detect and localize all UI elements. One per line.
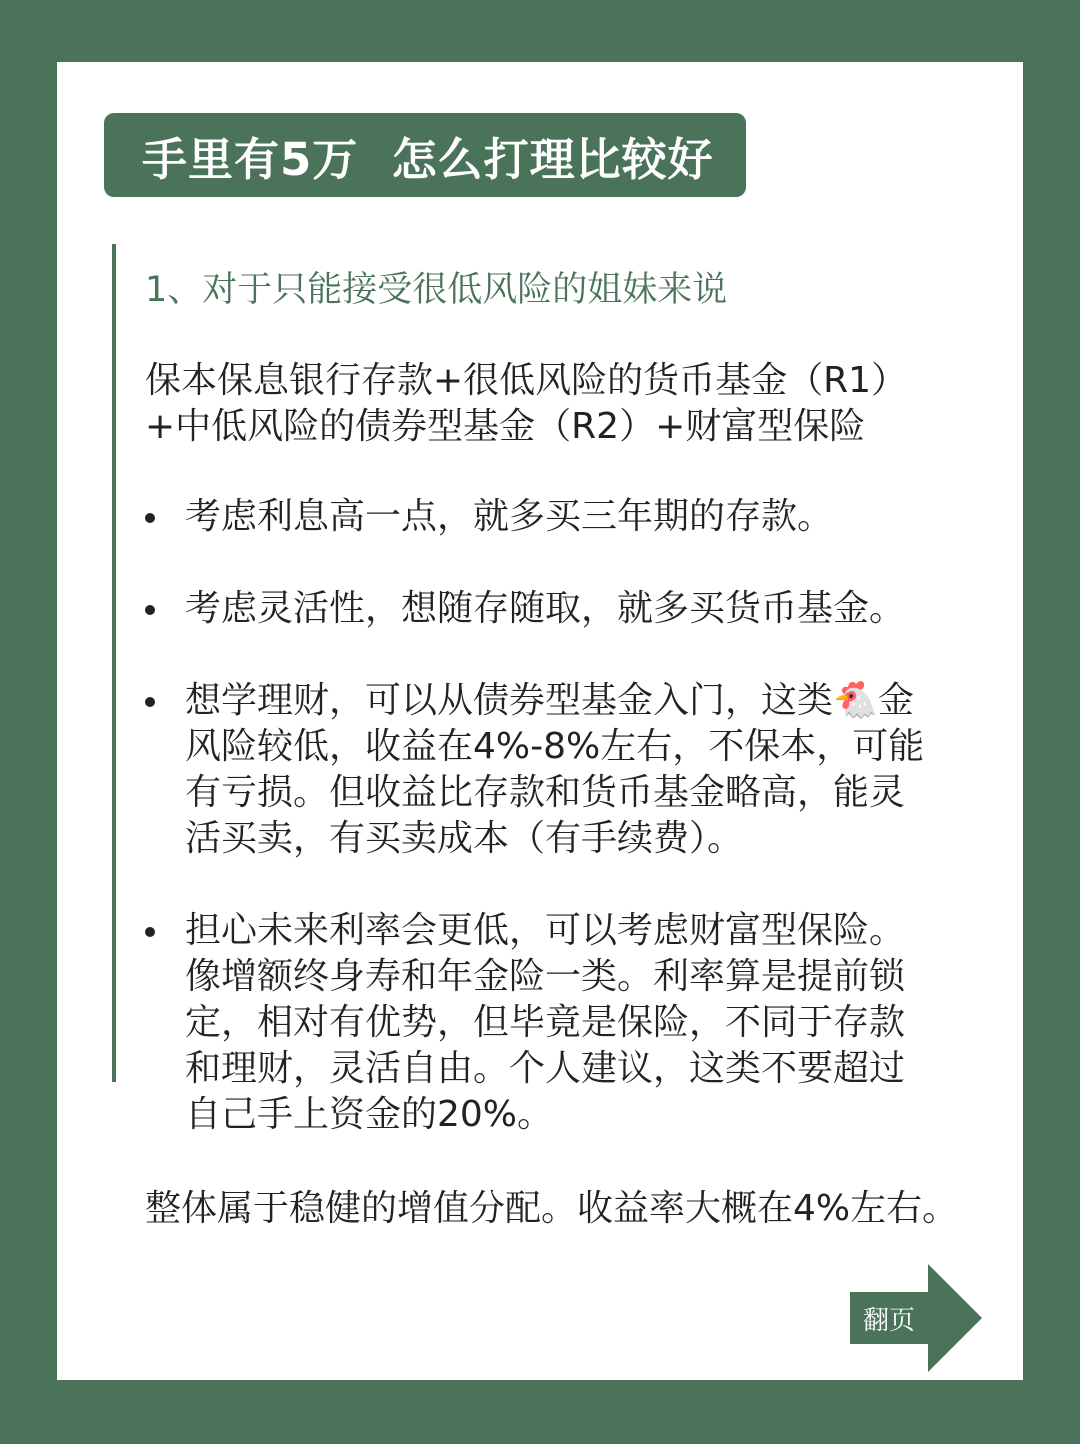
summary-text: 整体属于稳健的增值分配。收益率大概在4%左右。 — [145, 1188, 959, 1229]
bullet-dot-icon — [145, 513, 155, 523]
bullet-line: 自己手上资金的20%。 — [185, 1094, 554, 1135]
title-banner — [104, 113, 746, 197]
intro-line: 保本保息银行存款+很低风险的货币基金（R1） — [145, 360, 908, 401]
bullet-line: 风险较低，收益在4%-8%左右，不保本，可能 — [185, 726, 925, 767]
bullet-line: 定，相对有优势，但毕竟是保险，不同于存款 — [185, 1002, 906, 1043]
section-heading: 1、对于只能接受很低风险的姐妹来说 — [145, 270, 728, 310]
bullet-dot-icon — [145, 605, 155, 615]
bullet-line: 像增额终身寿和年金险一类。利率算是提前锁 — [185, 956, 906, 997]
bullet-line: 和理财，灵活自由。个人建议，这类不要超过 — [185, 1048, 906, 1089]
bullet-line: 担心未来利率会更低，可以考虑财富型保险。 — [185, 910, 906, 951]
section-divider-line — [112, 244, 116, 1082]
intro-line: +中低风险的债券型基金（R2）+财富型保险 — [145, 406, 866, 447]
intro-paragraph — [145, 358, 985, 450]
bullet-line: 考虑灵活性，想随存随取，就多买货币基金。 — [185, 588, 906, 629]
bullet-line: 活买卖，有买卖成本（有手续费）。 — [185, 818, 744, 859]
next-page-label[interactable]: 翻页 — [862, 1305, 915, 1336]
bullet-line: 想学理财，可以从债券型基金入门，这类🐔金 — [185, 680, 914, 721]
page-title: 手里有5万 怎么打理比较好 — [142, 132, 714, 186]
bullet-line: 考虑利息高一点，就多买三年期的存款。 — [185, 496, 834, 537]
bullet-dot-icon — [145, 697, 155, 707]
bullet-line: 有亏损。但收益比存款和货币基金略高，能灵 — [185, 772, 906, 813]
bullet-dot-icon — [145, 927, 155, 937]
